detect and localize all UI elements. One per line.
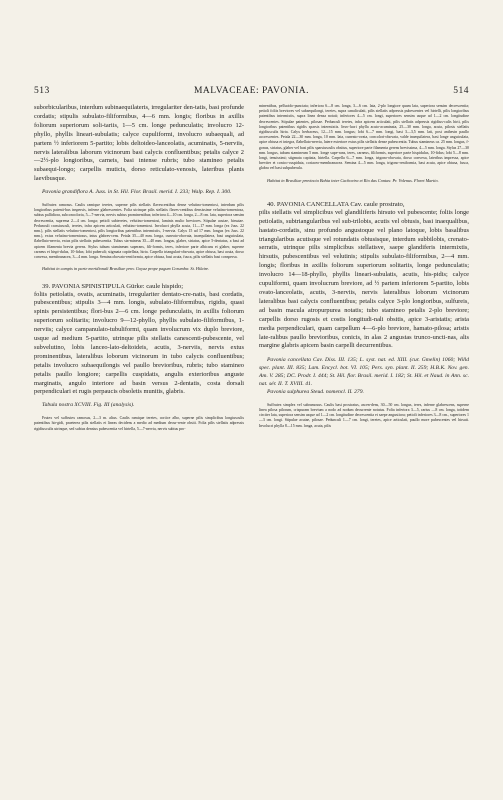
detailed-description: Suffrutex simplex vel subramosus. Caulis basi prostratus, ascen-dens, 30—50 cm. longus, teres, inferne glabrescens, superne lineа pilosa pilorum, crispuram brevium a nodo ad nodum decurrente notatus. Folia inferiora 3—5, rarius —8 cm. longa, totidem circiter lata, superiora sensim usque ad 1—2 cm. longitudine decrescentia et saepe angustiora; petioli inferiores 3—8 cm., superiores 1—3 cm. longi. Stipulae acutae, pilosae. Pedunculi 1—7 cm. longi, teretes, apice articulati, paullo more pubescentes vel hirsuti. Involucri phylla 8—15 mm. longa, acuta, pilis bbox=[259, 402, 469, 428]
left-page-number: 513 bbox=[34, 86, 50, 96]
synonym-reference: Pavonia cancellata Cav. Diss. III. 135; L. syst. nat. ed. XIII. (cur. Gmelin) 1060; Willd spec. plant. III. 835; Lam. Encycl. bot. VI. 105; Pers. syn. plant. II. 259; H.B.K. Nov. gen. Am. V. 285; DC. Prodr. I. 444; St. Hil. flor. Brasil. merid. I. 182; St. Hil. et Naud. in Ann. sc. nat. sér. II. T. XVIII. 41. bbox=[259, 357, 469, 388]
left-column bbox=[34, 104, 244, 432]
species-heading: 39. PAVONIA SPINISTIPULA Gürke: caule hispido; bbox=[42, 282, 184, 290]
habitat-note: Habitat in Brasiliae provincia Bahia inter Cachoeira et Rio das Contas: Pr. Volenus. Floret Martio. bbox=[267, 177, 439, 183]
detailed-description: Frutex vel suffrutex ramosus, 2—3 m. altus. Caulis ramique teretes, cortice albo, superne pilis simplicibus longiusculis patentibus hir-gidi, praeterea pilis stellatis et lineas decidens a medio ad medium decur-rente obsiti. Folia pilis stellatis adpressis rigidiusculis utrinque, sed subtus densius pubescentia vel hirtella, 5—7-nervia, nervis subtus pro- bbox=[34, 416, 244, 431]
synonym-reference: Pavonia grandiflora A. Juss. in St. Hil. Flor. Brasil. merid. I. 233; Walp. Rep. I. 300. bbox=[42, 189, 232, 196]
running-header bbox=[34, 86, 469, 98]
right-column bbox=[259, 104, 469, 429]
detailed-description: Suffrutex ramosus. Caulis ramique teretes, superne pilis stellatis flavescentibus densе velutino-tomentosi, interdum pilis longioribus patenti-bus inspersis, inferne glabrescentes. Folia utrinque pilis stellatis flaves-centibus densissime velutino-tomentosa, subtus pallidiora, subconcoloria, 5—7-nervia, nervis subtus prominentibus; inferiora 4—10 cm. longa, 2—8 cm. lata, superiora sensim decrescentia, suprema 2—4 cm. longa; petioli subteretes, velutino-tomentosi, laminis multo breviores. Stipulae acutae, hirsutae. Pedunculi crassiusculi, teretes, infra apicem articulati, velutino-tomentosi. Involucri phylla acuta, 11—17 mm. longa (ex Juss. 22 mm.), pilis stellatis velutino-tomentosi, pilis longioribus patentibus intermixtis, 1-nervia. Calyx 15 ad 17 mm. longus (ex Juss. 22 mm.), extus velutino-tomentosus, intus glabres-cens. Petala 35—40 mm. longa, cuneato-obovata, inaequilatera, basi unguiculata, flabellato-nervia, extus pilis stellatis pubescentia. Tubus sta-mineus 35—40 mm. longus, glaber, striatus, apice 5-dentatus, a basi ad apicem filamenta brevia gerens. Stylus tubum staminеum superans, fili-formis, teres, inferiore parte albicans et glaber, superne carneus et hispi-dulus, 10-fidus; lobi puberuli; stigmata capitellata, hirta. Carpella triangulari-obovata, apice obtusa, basi acuta, dorso convexa, membranacea, 3—4 mm. longa. Semina obovato-reniformia, apice obtusa, basi acuta, fusca, pilis stellatis basi conspersa. bbox=[34, 203, 244, 260]
species-heading: 40. PAVONIA CANCELLATA Cav. caule prostrato, bbox=[267, 200, 405, 208]
plate-reference: Tabula nostra XCVIII. Fig. III (analysis). bbox=[42, 402, 135, 409]
diagnosis-paragraph: pilis stellatis vel simplicibus vel glandiliferis hirsuto vel pubescente; foliis longe petiolatis, subtriangularibus vel sub-trilobis, acutis vel obtusis, basi inaequalibus, hastato-cordatis, sinu profundo angustoque vel plano latoque, lobis basalibus triangularibus acutisque vel rotundatis obtusisque, interdum subbilobis, crenato-serratis, utrinque pilis simplicibus stellatisve, saepe glandiferis intermixtis, hirsutis, pubescentibus vel velutinis; stipulis subulato-filiformibus, 2—4 mm. longis; floribus in axillis foliorum superiorum solitariis, longe pedunculatis; involucro 14—18-phyllo, phyllis lineari-subulatis, acutis, his-pidis; calyce cupuliformi, quam involucrum breviore, ad ½ partem inferiorem 5-partito, lobis ovato-lanceolatis, acutis, 3-nerviis, nervis lateralibus loborum vicinorum lateralibus basi calycis confluentibus; petalis calyce 3-plo longioribus, sulfureis, ad basin macula atropurpurea notatis; tubo staminео petalis 2-plo breviore; carpellis dorso rugosis et costis longitudi-nali obsitis, apice 3-aristatis; arista media perpendiculari, quam carpellum 4—6-plo breviore, hamato-pilosa; aristis late-ralibus paullo brevioribus, conicis, in alas 2 angustas trunco-uncti-nas, alis marginе glabris apicem basin carpelli decurrentibus. bbox=[259, 208, 469, 350]
description-paragraph: suborbicularibus, interdum subinaequilateris, irregulariter den-tatis, basi profunde cordatis; stipulis subulato-filiformibus, 4—6 mm. longis; floribus in axillis foliorum superiorum soli-tariis, 1—5 cm. longe pedunculatis; involucro 12-phyllo, phyllis lineari-subulatis; calyce cupuliformi, involucro subaequali, ad partem ½ inferiorem 5-partito; lobis deltoideo-lanceolatis, acuminatis, 5-nerviis, nervis lateralibus laborum vicinorum basi calycis confluentibus; petalis calyce 2—2½-plo longioribus, carneis, basi intense rubris; tubo staminео petalis subaequi-longo; carpellis muticis, dorso reticulato-venosis, lateribus planis laevibusque. bbox=[34, 104, 244, 183]
detailed-description: minentibus, pellucido-punctata; inferiora 6—8 cm. longa, 3—6 cm. lata, 2-plo longiore quam lata, superiora sensim decrescentia; petioli foliis breviores vel subaequilongi, teretes, supra canaliculati, pilis stellatis adpressis pubescentes vel hirtelli, pilis longioribus patentibus intermixtis, supra lineа densа notati; inferiores 4—5 cm. longi, superiores sensim usque ad 1—2 cm. longitudine decrescentes. Stipulae patentes, pilosae. Pedunculi teretes, infra apicem articulati, pilis stellatis adpressis rigidius-culis hirti, pilis longioribus patentibus rigidis sparsis intermixtis. Invo-lucri phylla acuto-acuminata, 25—30 mm. longa, acuta, pilosis stellatis rigidiusculis hirta. Calyx herbaceus, 12—15 mm. longus; lobi 6—7 mm. longi, basi 3—3,5 mm. lati, post anthesin paullo accrescentes. Petala 22—30 mm. longa, 10 mm. lata, cuneato-ovata, concolori-obovata, valde inaequilatera, basi longe unguiculata, apice obtusa et integra, flabellato-nervia, latere exteriore extus pilis stellatis dense pubescentia. Tubus staminеus ca. 25 mm. longus, f-gonus, striatus, glaber vel basi pilis sparsiusculis obsitus, superiore parte filamenta gerens brevissima, 4—5 mm. longa. Stylus 27—30 mm. longus, tubum staminеum 5 mm. longe supe-rans, teres, carneus, filiformis, superiore parte hispidulus, 10-fidus; lobi 5—8 mm. longi, tenuissimi; stigmata capitata, hirtella. Carpella 6—7 mm. longa, trigono-obovata, dorso convexa, lateribus impressa, apice breviter et conico-cuspidata, coriaceo-membranacea. Semina 4—5 mm. longa, trigono-reniformia, basi acuta, apice obtusa, fusca, glabra vel basi subpuberula. bbox=[259, 104, 469, 171]
right-page-number: 514 bbox=[453, 86, 469, 96]
diagnosis-paragraph: foliis petiolatis, ovatis, acuminatis, irregulariter dentato-cre-natis, basi cordatis, pubescentibus; stipulis 3—4 mm. longis, subulato-filiformibus, rigidis, quasi spinis persistentibus; flori-bus 2—6 cm. longe pedunculatis, in axillis foliorum superiorum solitariis; involucro 9—12-phyllo, phyllis subulato-filiformibus, 1-nerviis; calyce campanulato-tubuliformi, quam involucrum vix duplo breviore, usque ad medium 5-partito, utrinque pilis stellatis canescenti-pubescente, vel subvelutino, lobis lanceo-lato-deltoideis, acutis, 3-nerviis, nervis extus prominentibus, lateralibus loborum vicinorum in tubo calycis confluentibus; petalis involucro subaequilongis vel paullo brevioribus, rubris; tubo stamineo petalis paullo longiore; carpellis cuspidatis, angulis exterioribus anguste marginatis, angulo interiore ad basin versus 2-dentatis, costa dorsali perpendiculari et rugis perpaucis obsoletis munitis, glabris. bbox=[34, 290, 244, 396]
habitat-note: Habitat in campis in parte meridionali Brasiliae prov. Goyaz prope pagum Corumba: St. Hilaire. bbox=[42, 266, 210, 272]
synonym-reference: Pavonia sulphurea Steud. nomencl. II. 279. bbox=[267, 388, 364, 395]
running-title: MALVACEAE: PAVONIA. bbox=[193, 86, 310, 96]
